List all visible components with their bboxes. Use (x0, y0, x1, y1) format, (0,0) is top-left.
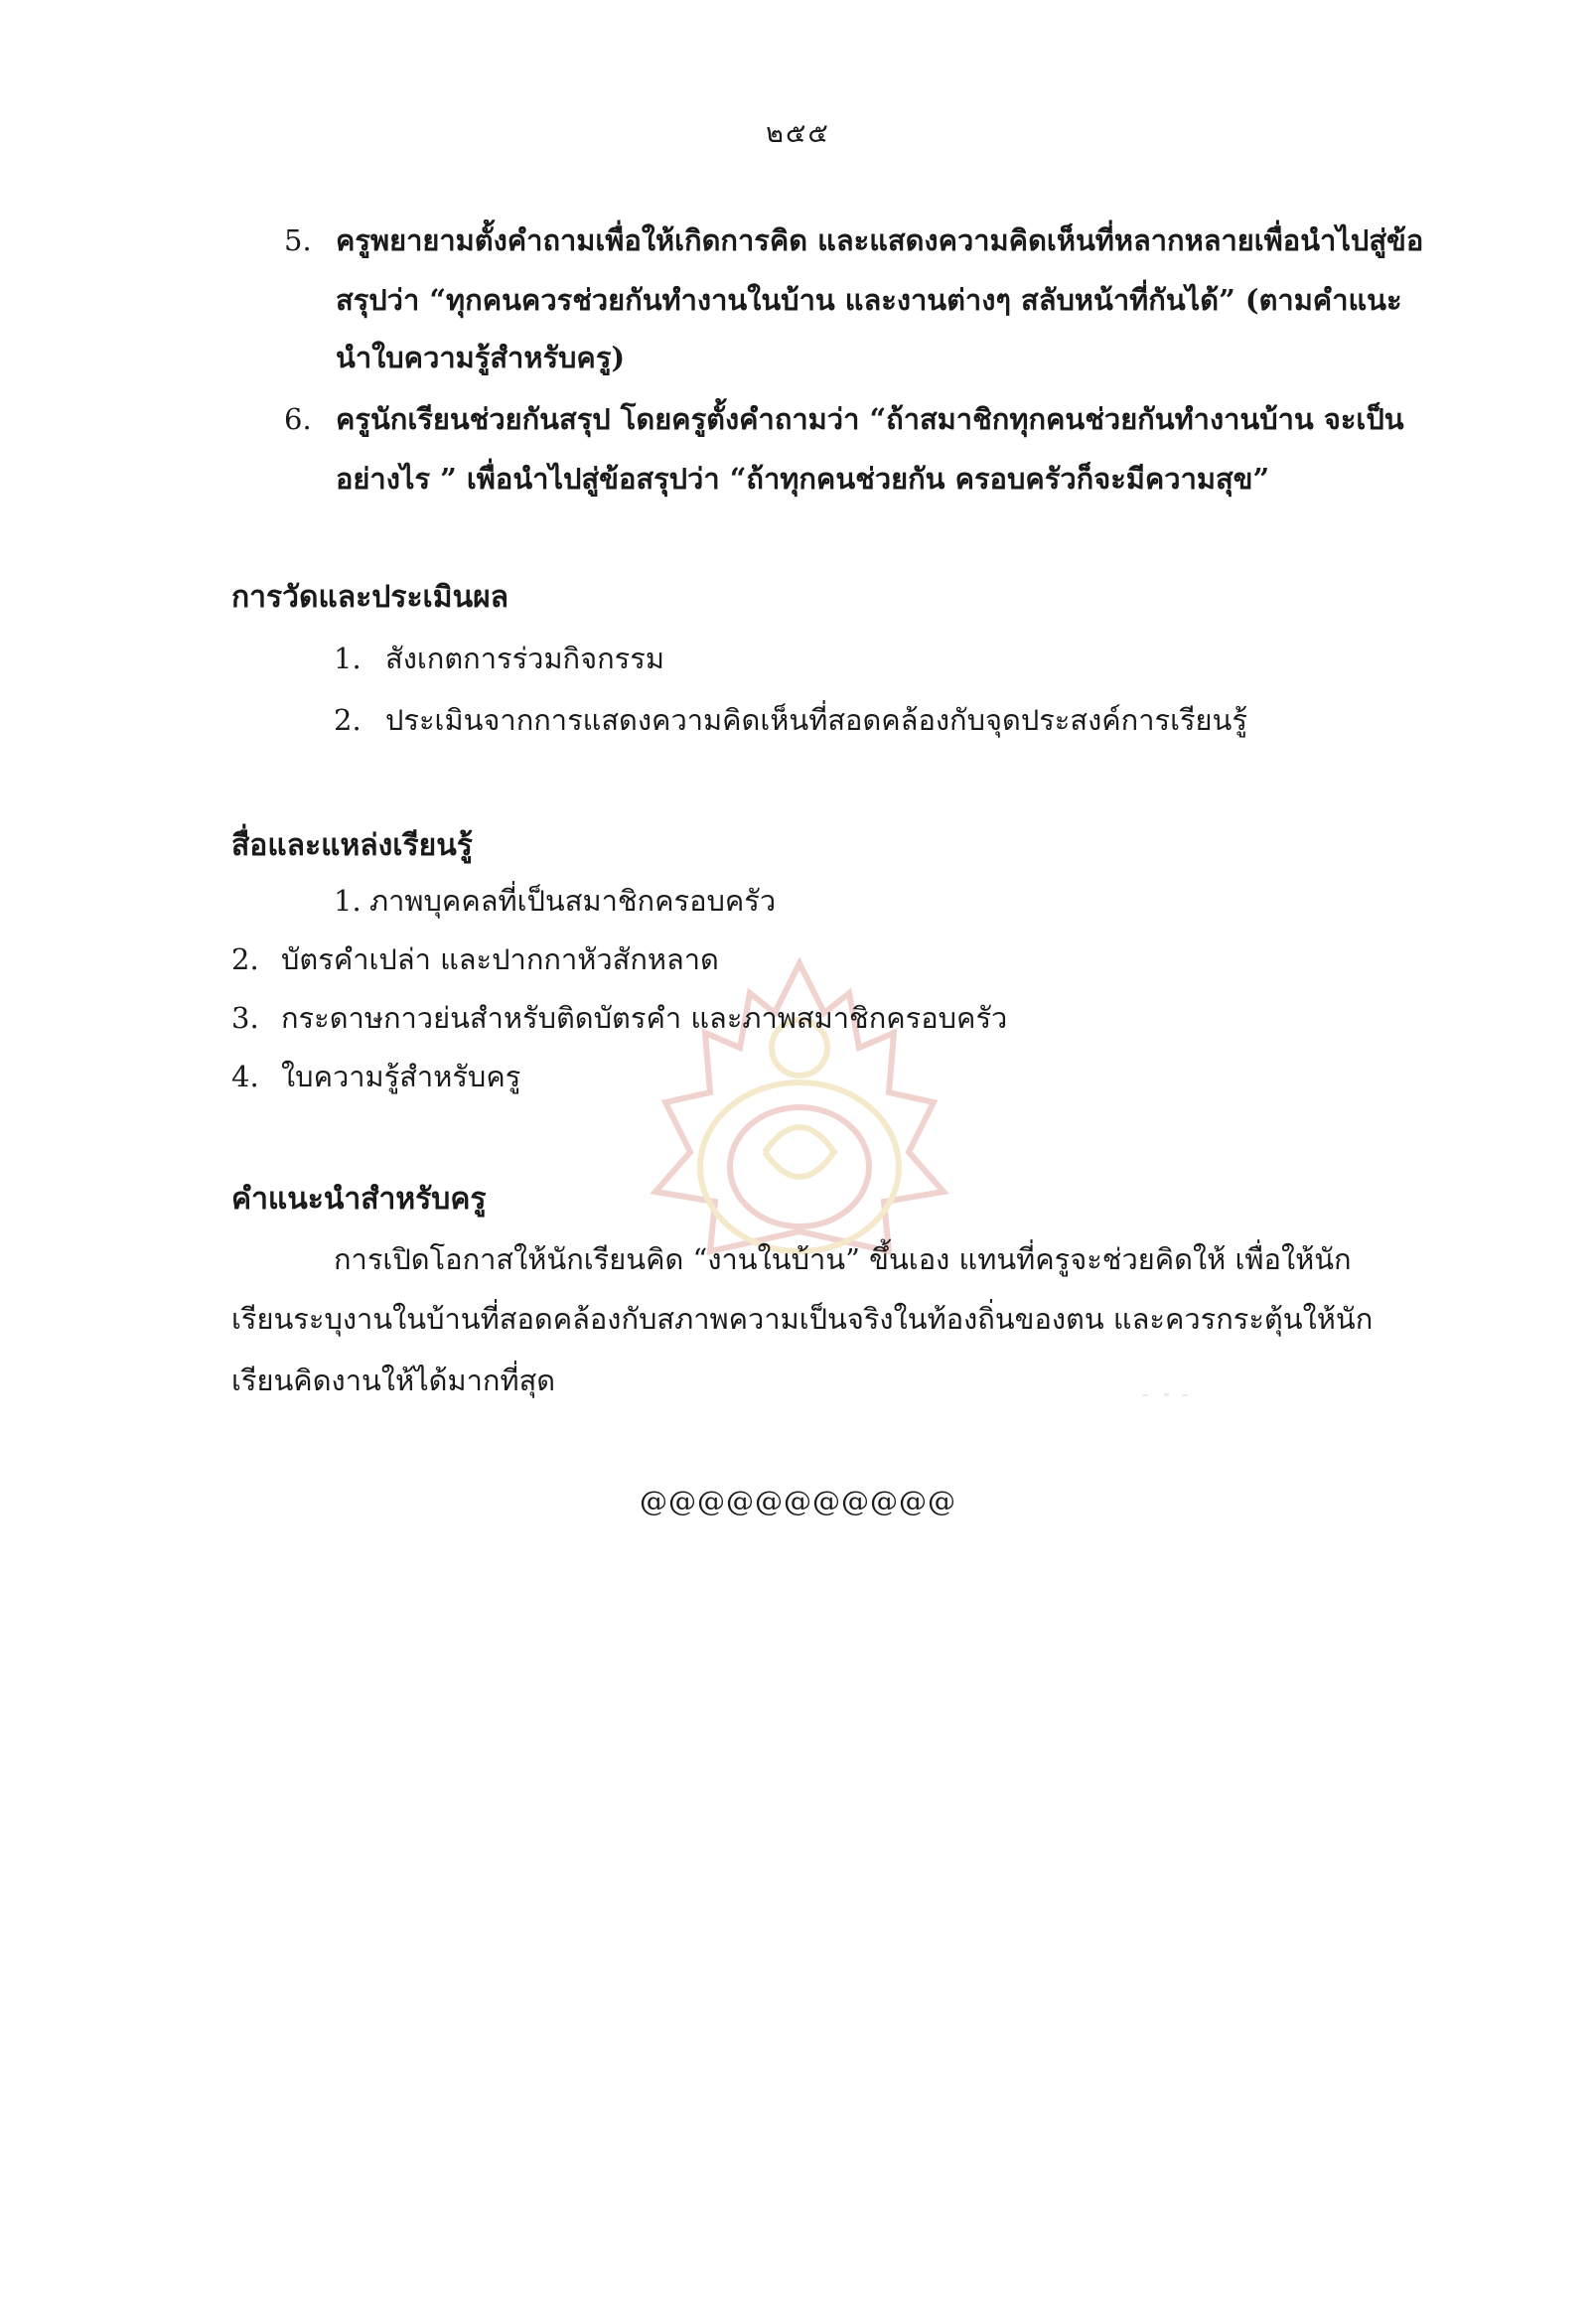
item-number: 1. (334, 884, 362, 918)
item-text: บัตรคำเปล่า และปากกาหัวสักหลาด (281, 942, 719, 976)
item-number: 2. (334, 703, 362, 737)
item-text: สังเกตการร่วมกิจกรรม (385, 642, 664, 675)
teacher-advice-line-3: เรียนคิดงานให้ได้มากที่สุด (231, 1364, 556, 1397)
teacher-advice-line-1: การเปิดโอกาสให้นักเรียนคิด “งานในบ้าน” ขึ้นเอง แทนที่ครูจะช่วยคิดให้ เพื่อให้นัก (334, 1242, 1352, 1276)
media-item-1 (334, 881, 776, 921)
step-6-line-1 (284, 399, 1404, 439)
item-number: 2. (231, 942, 259, 976)
step-text: ครูพยายามตั้งคำถามเพื่อให้เกิดการคิด และแสดงความคิดเห็นที่หลากหลายเพื่อนำไปสู่ข้อ (336, 223, 1424, 257)
media-item-3 (231, 998, 1007, 1038)
item-text: ภาพบุคคลที่เป็นสมาชิกครอบครัว (369, 884, 777, 918)
scan-speck (1142, 1392, 1192, 1398)
step-number: 5. (284, 223, 312, 257)
step-5-line-1 (284, 220, 1423, 260)
assessment-heading: การวัดและประเมินผล (231, 580, 509, 615)
item-number: 4. (231, 1060, 259, 1093)
closing-mark: @@@@@@@@@@@ (640, 1485, 956, 1517)
teacher-advice-heading: คำแนะนำสำหรับครู (231, 1182, 487, 1217)
media-item-4 (231, 1057, 520, 1096)
item-text: กระดาษกาวย่นสำหรับติดบัตรคำ และภาพสมาชิกครอบครัว (281, 1001, 1008, 1035)
media-heading: สื่อและแหล่งเรียนรู้ (231, 828, 473, 863)
step-number: 6. (284, 402, 312, 436)
item-text: ประเมินจากการแสดงความคิดเห็นที่สอดคล้องกับจุดประสงค์การเรียนรู้ (385, 703, 1247, 737)
step-5-line-3: นำใบความรู้สำหรับครู) (336, 341, 626, 374)
media-item-2 (231, 939, 719, 979)
step-6-line-2: อย่างไร ” เพื่อนำไปสู่ข้อสรุปว่า “ถ้าทุกคนช่วยกัน ครอบครัวก็จะมีความสุข” (336, 462, 1270, 496)
item-number: 1. (334, 642, 362, 675)
item-text: ใบความรู้สำหรับครู (281, 1060, 521, 1093)
assessment-item-2 (334, 700, 1247, 740)
page-number: ๒๕๕ (766, 118, 830, 149)
teacher-advice-line-2: เรียนระบุงานในบ้านที่สอดคล้องกับสภาพความเป็นจริงในท้องถิ่นของตน และควรกระตุ้นให้นัก (231, 1302, 1374, 1336)
step-5-line-2: สรุปว่า “ทุกคนควรช่วยกันทำงานในบ้าน และงานต่างๆ สลับหน้าที่กันได้” (ตามคำแนะ (336, 283, 1402, 317)
item-number: 3. (231, 1001, 259, 1035)
assessment-item-1 (334, 639, 664, 678)
step-text: ครูนักเรียนช่วยกันสรุป โดยครูตั้งคำถามว่า “ถ้าสมาชิกทุกคนช่วยกันทำงานบ้าน จะเป็น (336, 402, 1404, 436)
